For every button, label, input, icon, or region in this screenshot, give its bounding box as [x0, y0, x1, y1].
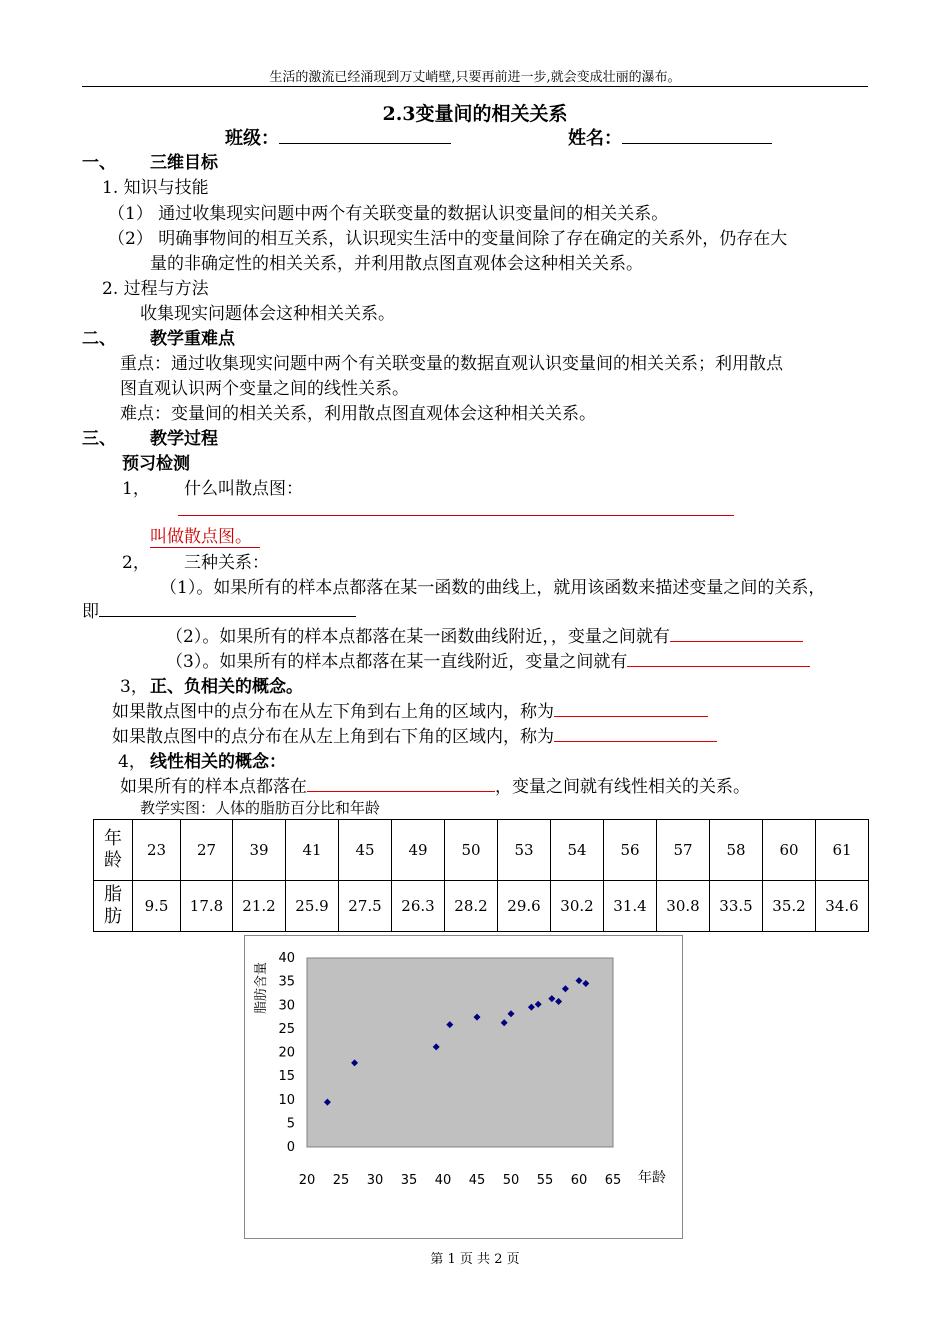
table-cell: 39	[233, 820, 286, 881]
class-blank[interactable]	[279, 125, 451, 144]
table-cell: 61	[816, 820, 869, 881]
q2-3: （3）。如果所有的样本点都落在某一直线附近，变量之间就有	[166, 647, 810, 672]
table-cell: 57	[657, 820, 710, 881]
q2-3-blank[interactable]	[627, 648, 810, 667]
fat-header-label: 脂肪	[104, 884, 122, 927]
section1-number: 一、	[82, 153, 116, 173]
section2-number: 二、	[82, 329, 116, 349]
q2-2: （2）。如果所有的样本点都落在某一函数曲线附近，，变量之间就有	[166, 622, 803, 647]
q3-a-blank[interactable]	[554, 698, 708, 717]
table-cell: 50	[445, 820, 498, 881]
table-cell: 60	[763, 820, 816, 881]
x-tick-label: 50	[502, 1173, 520, 1188]
age-header	[94, 820, 133, 881]
q2-1-blank[interactable]	[99, 598, 356, 617]
x-tick-label: 30	[366, 1173, 384, 1188]
s2-diff: 难点：变量间的相关关系，利用散点图直观体会这种相关关系。	[120, 404, 596, 424]
table-cell: 17.8	[181, 881, 233, 932]
q3-b-blank[interactable]	[554, 723, 717, 742]
q3-a: 如果散点图中的点分布在从左下角到右上角的区域内，称为	[112, 697, 708, 722]
table-cell: 33.5	[710, 881, 763, 932]
q4-a: 如果所有的样本点都落在 ，变量之间就有线性相关的关系。	[120, 772, 750, 797]
x-tick-label: 60	[570, 1173, 588, 1188]
s1-p2a: （2） 明确事物间的相互关系，认识现实生活中的变量间除了存在确定的关系外，仍存在大	[108, 229, 788, 249]
table-cell: 58	[710, 820, 763, 881]
table-cell: 25.9	[286, 881, 339, 932]
section2-heading: 教学重难点	[150, 329, 235, 349]
y-tick-label: 20	[278, 1045, 295, 1061]
x-tick-label: 25	[332, 1173, 350, 1188]
class-field	[225, 124, 451, 150]
y-tick-label: 40	[278, 951, 295, 966]
table-cell: 30.8	[657, 881, 710, 932]
table-cell: 31.4	[604, 881, 657, 932]
s1-sub2: 2. 过程与方法	[102, 279, 209, 299]
s1-p3: 收集现实问题体会这种相关关系。	[140, 304, 395, 324]
class-label: 班级：	[225, 128, 279, 149]
q2-1a: （1）。如果所有的样本点都落在某一函数的曲线上，就用该函数来描述变量之间的关系，	[160, 578, 826, 598]
y-tick-label: 25	[278, 1021, 295, 1037]
name-field	[568, 124, 772, 150]
q3-b: 如果散点图中的点分布在从左上角到右下角的区域内，称为	[112, 722, 717, 747]
table-cell: 9.5	[133, 881, 181, 932]
table-cell: 35.2	[763, 881, 816, 932]
name-blank[interactable]	[622, 125, 772, 144]
table-cell: 56	[604, 820, 657, 881]
header-rule	[82, 86, 868, 87]
table-cell: 53	[498, 820, 551, 881]
q1-answer-line[interactable]	[178, 515, 734, 516]
table-cell: 45	[339, 820, 392, 881]
y-tick-label: 10	[278, 1092, 295, 1108]
age-header-label: 年龄	[104, 828, 122, 871]
s1-sub1: 1. 知识与技能	[102, 178, 209, 198]
scatter-chart-svg	[245, 936, 682, 1238]
table-cell: 54	[551, 820, 604, 881]
fat-row	[94, 881, 869, 932]
table-cell: 27.5	[339, 881, 392, 932]
s1-p1: （1） 通过收集现实问题中两个有关联变量的数据认识变量间的相关关系。	[108, 204, 669, 224]
q3-text: 正、负相关的概念。	[150, 677, 303, 697]
plot-area	[307, 958, 613, 1147]
section3-number: 三、	[82, 429, 116, 449]
table-cell: 21.2	[233, 881, 286, 932]
s1-p2b: 量的非确定性的相关关系，并利用散点图直观体会这种相关关系。	[150, 254, 643, 274]
fat-header	[94, 881, 133, 932]
q1-number: 1，	[122, 479, 150, 499]
data-table	[93, 819, 869, 932]
q4-number: 4，	[118, 752, 146, 772]
example-caption: 教学实图：人体的脂肪百分比和年龄	[140, 799, 381, 817]
table-cell: 34.6	[816, 881, 869, 932]
x-tick-label: 55	[536, 1173, 554, 1188]
header-motto: 生活的激流已经涌现到万丈峭壁,只要再前进一步,就会变成壮丽的瀑布。	[269, 70, 681, 85]
s2-key-a: 重点：通过收集现实问题中两个有关联变量的数据直观认识变量间的相关关系；利用散点	[120, 354, 783, 374]
table-cell: 30.2	[551, 881, 604, 932]
page-title: 2.3变量间的相关关系	[382, 103, 568, 125]
table-cell: 49	[392, 820, 445, 881]
page-footer: 第 1 页 共 2 页	[430, 1252, 520, 1267]
table-cell: 29.6	[498, 881, 551, 932]
table-cell: 27	[181, 820, 233, 881]
q3-number: 3，	[120, 677, 148, 697]
section3-heading: 教学过程	[150, 429, 218, 449]
q2-number: 2，	[122, 553, 150, 573]
preview-heading: 预习检测	[122, 454, 190, 474]
table-cell: 28.2	[445, 881, 498, 932]
section1-heading: 三维目标	[150, 153, 218, 173]
x-tick-label: 35	[400, 1173, 418, 1188]
table-cell: 23	[133, 820, 181, 881]
y-tick-label: 0	[286, 1140, 295, 1155]
y-tick-label: 5	[286, 1116, 295, 1132]
age-row	[94, 820, 869, 881]
x-tick-label: 40	[434, 1173, 452, 1188]
x-tick-label: 45	[468, 1173, 486, 1188]
q2-2-blank[interactable]	[670, 623, 803, 642]
table-cell: 41	[286, 820, 339, 881]
y-tick-label: 30	[278, 998, 295, 1014]
y-tick-label: 15	[278, 1069, 295, 1085]
q1-answer: 叫做散点图。	[150, 522, 260, 547]
y-axis-label: 脂肪含量	[254, 961, 269, 1015]
q2-text: 三种关系：	[184, 553, 269, 573]
q2-1b: 即	[82, 597, 356, 622]
x-tick-label: 20	[298, 1173, 316, 1188]
q4-blank[interactable]	[307, 773, 495, 792]
x-axis-label: 年龄	[638, 1170, 666, 1186]
y-tick-label: 35	[278, 974, 295, 990]
table-cell: 26.3	[392, 881, 445, 932]
s2-key-b: 图直观认识两个变量之间的线性关系。	[120, 379, 409, 399]
q4-text: 线性相关的概念：	[150, 752, 286, 772]
scatter-chart	[244, 935, 683, 1239]
name-label: 姓名：	[568, 128, 622, 149]
q1-text: 什么叫散点图：	[184, 479, 303, 499]
x-tick-label: 65	[604, 1173, 622, 1188]
